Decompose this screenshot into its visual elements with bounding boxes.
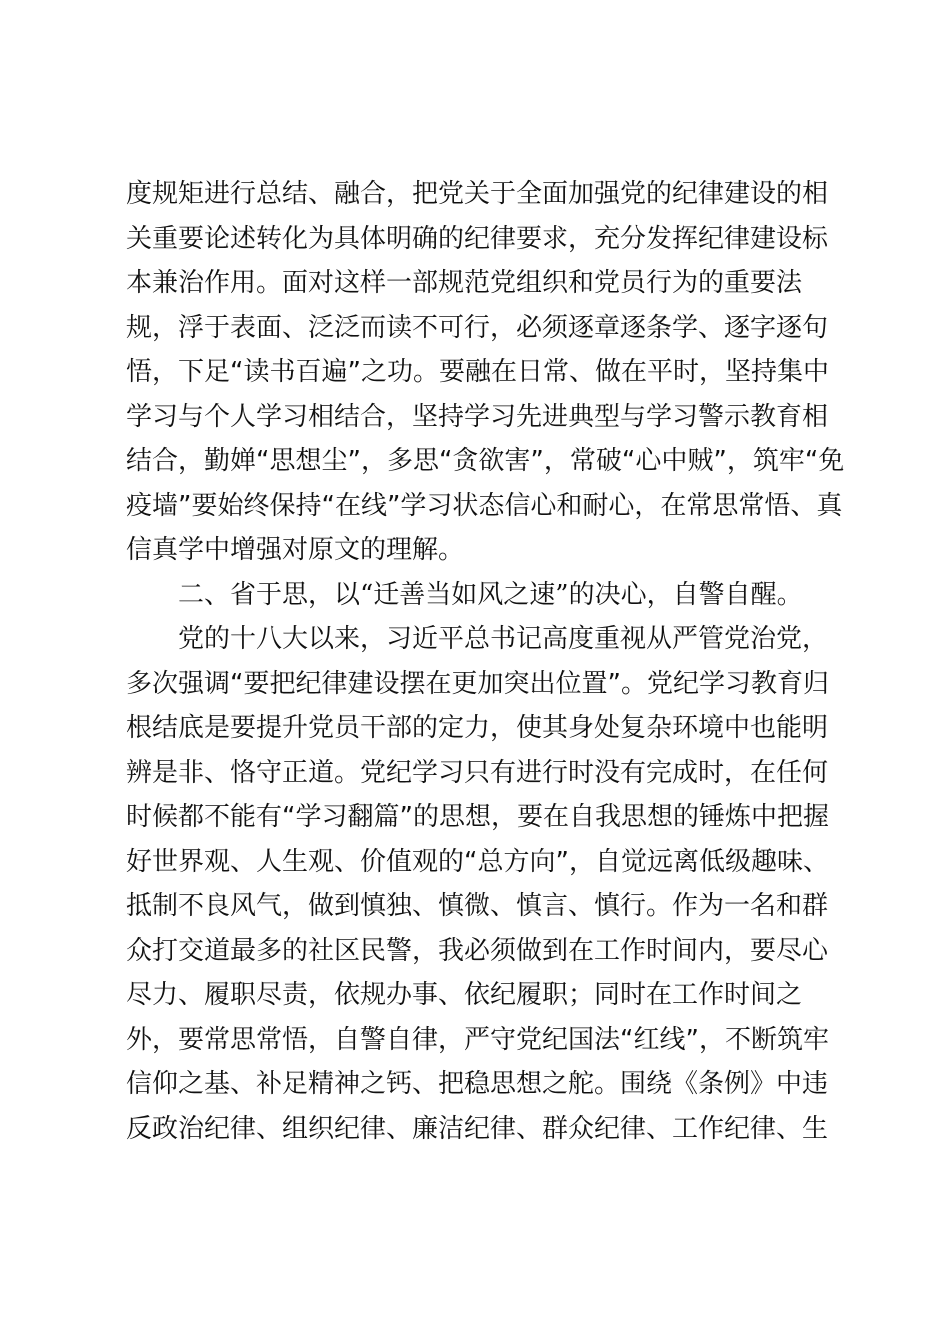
paragraph-2-line-5: 时候都不能有“学习翻篇”的思想，要在自我思想的锤炼中把握: [126, 802, 829, 832]
paragraph-2-line-9: 尽力、履职尽责，依规办事、依纪履职；同时在工作时间之: [126, 980, 803, 1010]
paragraph-2-line-4: 辨是非、恪守正道。党纪学习只有进行时没有完成时，在任何: [126, 757, 829, 788]
paragraph-2-line-6: 好世界观、人生观、价值观的“总方向”，自觉远离低级趣味、: [126, 846, 829, 877]
paragraph-2-line-12: 反政治纪律、组织纪律、廉洁纪律、群众纪律、工作纪律、生: [126, 1113, 829, 1144]
paragraph-1-line-5: 悟，下足“读书百遍”之功。要融在日常、做在平时，坚持集中: [126, 357, 829, 387]
paragraph-1-line-1: 度规矩进行总结、融合，把党关于全面加强党的纪律建设的相: [126, 179, 829, 209]
paragraph-2-line-8: 众打交道最多的社区民警，我必须做到在工作时间内，要尽心: [126, 935, 829, 966]
paragraph-2-line-7: 抵制不良风气，做到慎独、慎微、慎言、慎行。作为一名和群: [126, 891, 829, 921]
document-body: [126, 172, 845, 1151]
paragraph-1-line-6: 学习与个人学习相结合，坚持学习先进典型与学习警示教育相: [126, 401, 829, 432]
paragraph-1-line-7: 结合，勤婵“思想尘”，多思“贪欲害”，常破“心中贼”，筑牢“免: [126, 446, 845, 476]
paragraph-2-line-10: 外，要常思常悟，自警自律，严守党纪国法“红线”，不断筑牢: [126, 1024, 829, 1055]
paragraph-2-line-3: 根结底是要提升党员干部的定力，使其身处复杂环境中也能明: [126, 713, 829, 743]
paragraph-1-line-8: 疫墙”要始终保持“在线”学习状态信心和耐心，在常思常悟、真: [126, 490, 843, 521]
paragraph-1-line-2: 关重要论述转化为具体明确的纪律要求，充分发挥纪律建设标: [126, 223, 829, 254]
section-heading: 二、省于思，以“迁善当如风之速”的决心，自警自醒。: [126, 579, 803, 610]
paragraph-2-line-11: 信仰之基、补足精神之钙、把稳思想之舵。围绕《条例》中违: [126, 1069, 829, 1099]
paragraph-1-line-9: 信真学中增强对原文的理解。: [126, 535, 465, 565]
paragraph-2-line-2: 多次强调“要把纪律建设摆在更加突出位置”。党纪学习教育归: [126, 668, 829, 699]
paragraph-1-line-4: 规，浮于表面、泛泛而读不可行，必须逐章逐条学、逐字逐句: [126, 312, 829, 343]
paragraph-1-line-3: 本兼治作用。面对这样一部规范党组织和党员行为的重要法: [126, 268, 803, 298]
paragraph-2-line-1: 党的十八大以来，习近平总书记高度重视从严管党治党，: [126, 624, 829, 654]
